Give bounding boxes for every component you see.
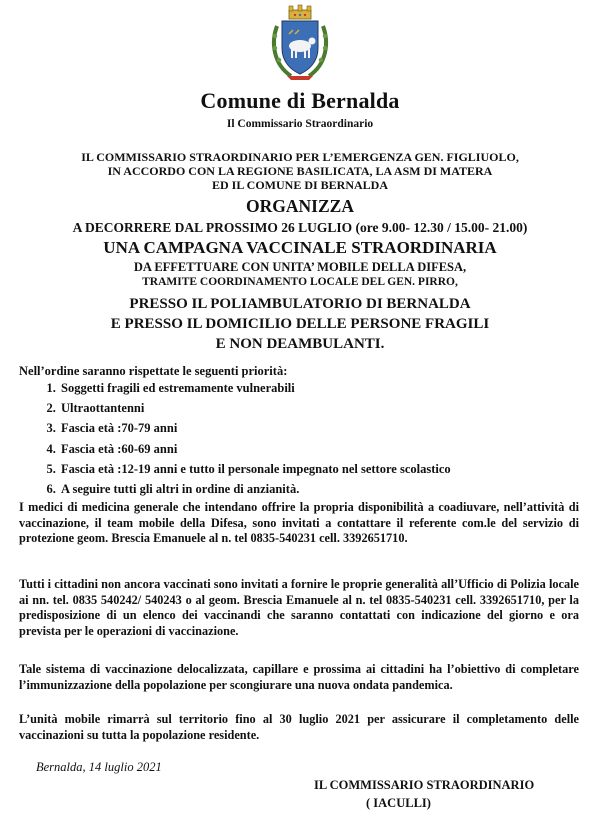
citizens-paragraph: Tutti i cittadini non ancora vaccinati sono invitati a fornire le proprie generalità all’Ufficio di Polizia locale ai nn. tel. 0835 540242/ 540243 o al geom. Brescia Emanuele al n. tel 0835-540231 cell. 3392651710, per la predisposizione di un elenco dei vaccinandi che saranno contattati con indicazione del giorno e ora prevista per le operazioni di vaccinazione. <box>19 577 579 638</box>
intro-block <box>0 150 600 192</box>
priority-list <box>19 378 451 499</box>
date-line: Bernalda, 14 luglio 2021 <box>36 760 162 774</box>
mobile-unit-line: DA EFFETTUARE CON UNITA’ MOBILE DELLA DIFESA, <box>133 260 467 274</box>
priority-item: 6. A seguire tutti gli altri in ordine di anzianità. <box>59 479 451 499</box>
signature-name: ( IACULLI) <box>366 796 431 810</box>
page-title: Comune di Bernalda <box>200 88 400 113</box>
start-date-line: A DECORRERE DAL PROSSIMO 26 LUGLIO (ore 9.00- 12.30 / 15.00- 21.00) <box>72 220 528 235</box>
intro-line: ED IL COMUNE DI BERNALDA <box>211 178 389 192</box>
priorities-intro: Nell’ordine saranno rispettate le seguenti priorità: <box>19 364 288 378</box>
intro-line: IN ACCORDO CON LA REGIONE BASILICATA, LA ASM DI MATERA <box>107 164 493 178</box>
page-subtitle: Il Commissario Straordinario <box>226 118 374 130</box>
priority-item: 5. Fascia età :12-19 anni e tutto il personale impegnato nel settore scolastico <box>59 459 451 479</box>
priority-item: 3. Fascia età :70-79 anni <box>59 418 451 438</box>
coat-of-arms-icon <box>269 4 331 86</box>
priority-item: 4. Fascia età :60-69 anni <box>59 439 451 459</box>
location-line: E NON DEAMBULANTI. <box>215 336 385 352</box>
doctors-paragraph: I medici di medicina generale che intendano offrire la propria disponibilità a coadiuvare, nell’attività di vaccinazione, il team mobile della Difesa, sono invitati a contattare il referente com.le del servizio di protezione geom. Brescia Emanuele al n. tel 0835-540231 cell. 3392651710. <box>19 500 579 545</box>
coordination-line: TRAMITE COORDINAMENTO LOCALE DEL GEN. PIRRO, <box>142 276 458 288</box>
organizza-heading: ORGANIZZA <box>246 196 354 216</box>
location-block <box>0 294 600 354</box>
objective-paragraph: Tale sistema di vaccinazione delocalizzata, capillare e prossima ai cittadini ha l’obiettivo di completare l’immunizzazione della popolazione per scongiurare una nuova ondata pandemica. <box>19 662 579 692</box>
location-line: E PRESSO IL DOMICILIO DELLE PERSONE FRAGILI <box>110 316 490 332</box>
priority-item: 2. Ultraottantenni <box>59 398 451 418</box>
campaign-heading: UNA CAMPAGNA VACCINALE STRAORDINARIA <box>103 238 497 257</box>
intro-line: IL COMMISSARIO STRAORDINARIO PER L’EMERGENZA GEN. FIGLIUOLO, <box>81 150 519 164</box>
priority-item: 1. Soggetti fragili ed estremamente vulnerabili <box>59 378 451 398</box>
signature-role: IL COMMISSARIO STRAORDINARIO <box>314 778 535 792</box>
duration-paragraph: L’unità mobile rimarrà sul territorio fino al 30 luglio 2021 per assicurare il completamento delle vaccinazioni su tutta la popolazione residente. <box>19 712 579 742</box>
location-line: PRESSO IL POLIAMBULATORIO DI BERNALDA <box>129 296 471 312</box>
